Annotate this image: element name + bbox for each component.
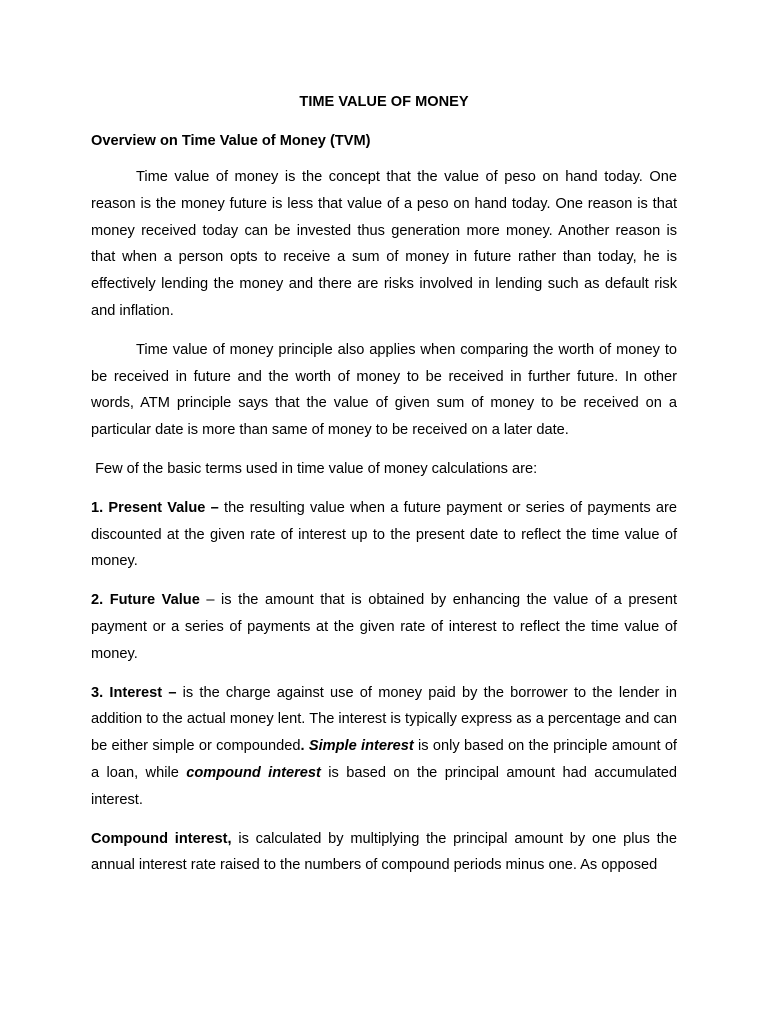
term-text: is calculated by multiplying the principal amount by one plus the annual interest rate raised to the numbers of compound periods minus one. As opposed: [91, 830, 677, 874]
term-text: is only based on the principle amount of a loan, while: [91, 738, 677, 781]
term-text: is based on the principal amount had accumulated interest.: [91, 764, 677, 808]
term-label: 2. Future Value: [91, 592, 200, 609]
simple-interest-emphasis: Simple interest: [304, 738, 414, 755]
paragraph-compound-interest: [91, 826, 677, 880]
paragraph-basic-terms: Few of the basic terms used in time value of money calculations are:: [91, 460, 538, 477]
compound-interest-emphasis: compound interest: [186, 764, 321, 781]
term-label: 3. Interest –: [91, 684, 177, 701]
document-title: TIME VALUE OF MONEY: [299, 94, 469, 110]
paragraph-principle: Time value of money principle also applies when comparing the worth of money to be received in future and the worth of money to be received in further future. In other words, ATM principle says that the value of given sum of money to be received on a particular date is more than same of money to be received on a later date.: [91, 341, 677, 439]
term-text: the resulting value when a future payment or series of payments are discounted at the given rate of interest up to the present date to reflect the time value of money.: [91, 499, 677, 570]
term-text: – is the amount that is obtained by enhancing the value of a present payment or a series of payments at the given rate of interest to reflect the time value of money.: [91, 592, 677, 662]
section-heading: Overview on Time Value of Money (TVM): [91, 133, 371, 149]
term-future-value: [91, 587, 677, 667]
term-present-value: [91, 495, 677, 575]
term-text: is the charge against use of money paid by the borrower to the lender in addition to the actual money lent. The interest is typically express as a percentage and can be either simple or compounded: [91, 684, 677, 755]
term-label: 1. Present Value –: [91, 499, 219, 516]
term-interest: [91, 680, 677, 814]
term-dot: .: [300, 738, 305, 755]
term-label: Compound interest,: [91, 830, 232, 847]
document-page: [91, 91, 677, 879]
paragraph-intro: Time value of money is the concept that the value of peso on hand today. One reason is the money future is less that value of a peso on hand today. One reason is that money received today can be invested thus generation more money. Another reason is that when a person opts to receive a sum of money in future rather than today, he is effectively lending the money and there are risks involved in lending such as default risk and inflation.: [91, 169, 677, 319]
